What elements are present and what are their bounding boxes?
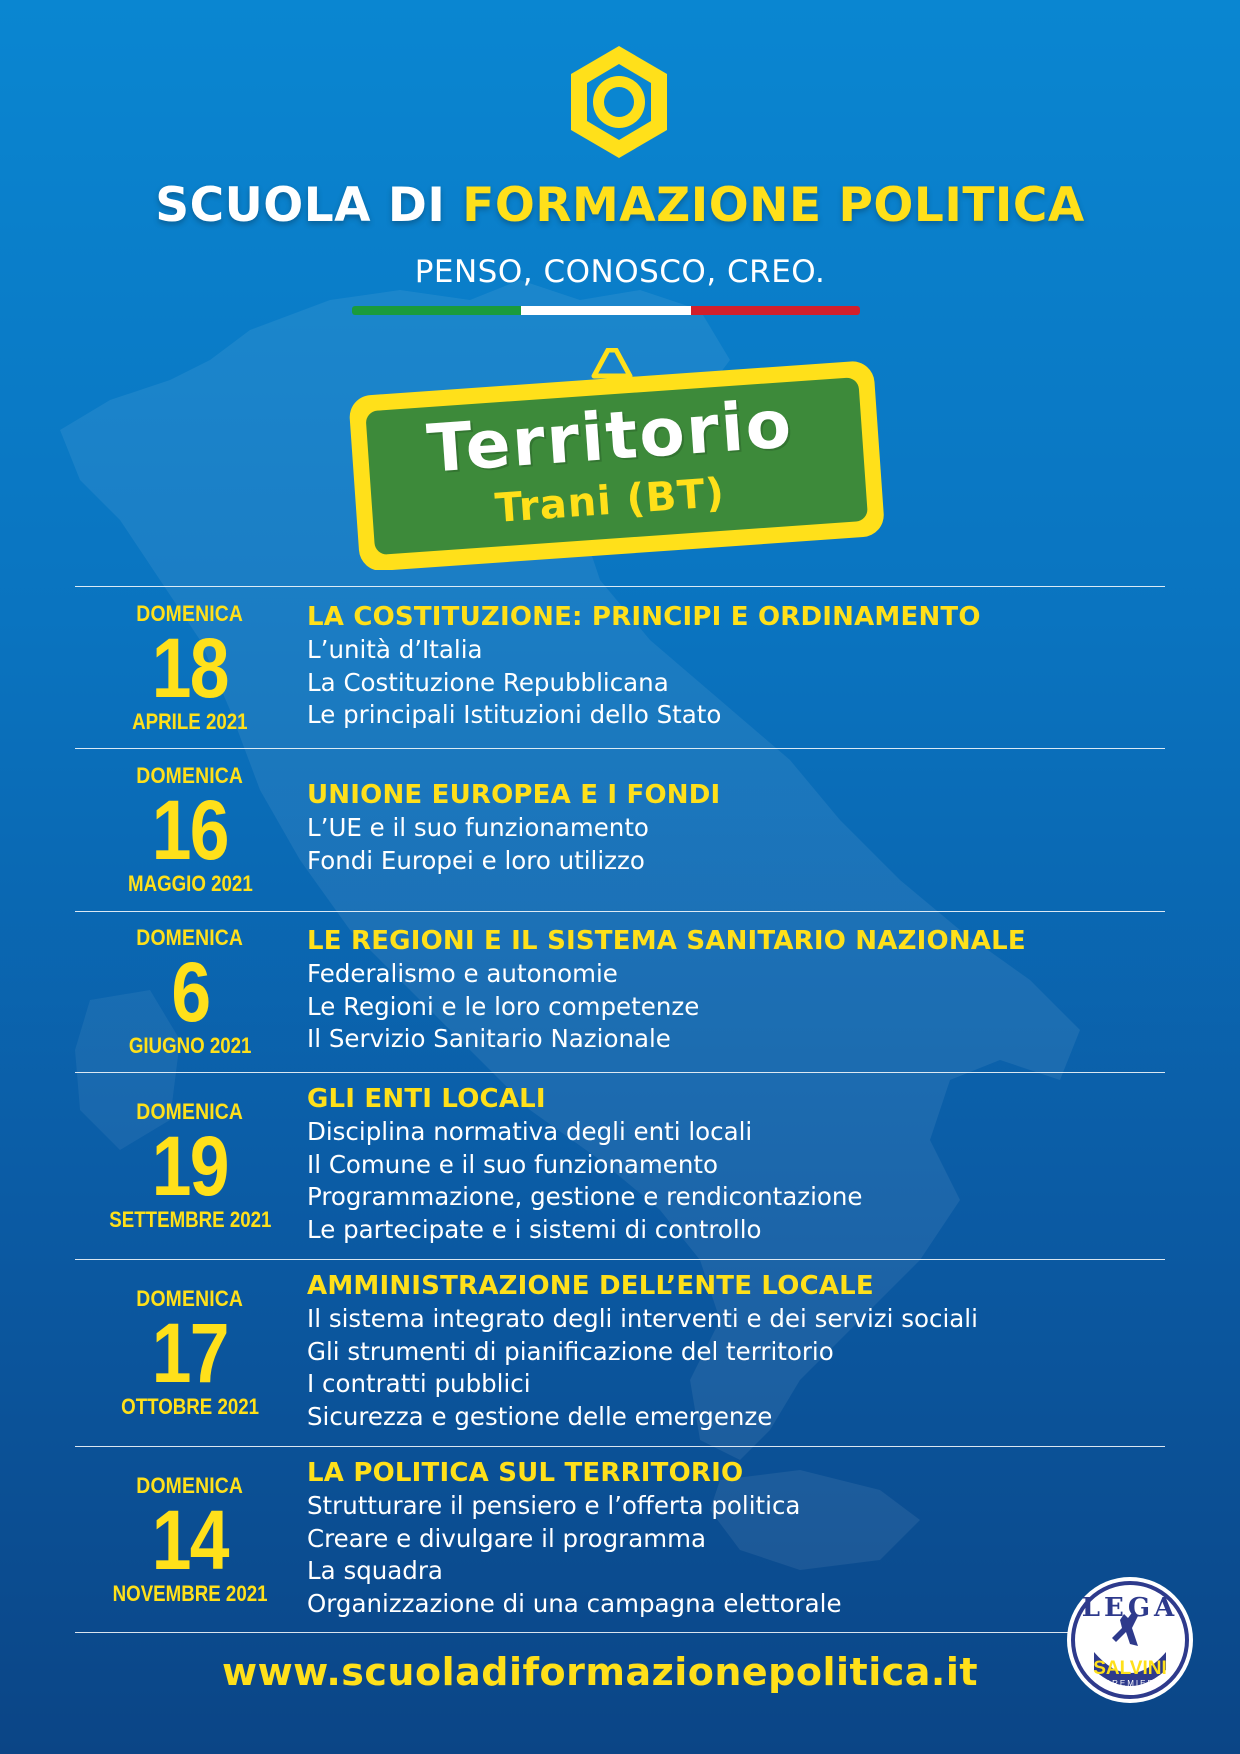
- day-number: 14: [151, 1492, 229, 1587]
- topic-block: [305, 749, 1165, 911]
- day-of-week: DOMENICA: [136, 1099, 244, 1124]
- day-number: 17: [151, 1306, 229, 1400]
- lega-salvini-badge: [1064, 1574, 1196, 1706]
- date-block: [75, 912, 305, 1072]
- day-of-week: DOMENICA: [136, 600, 244, 626]
- day-number: 16: [151, 783, 229, 877]
- topic-heading: LA COSTITUZIONE: PRINCIPI E ORDINAMENTO: [307, 602, 981, 632]
- topic-heading: UNIONE EUROPEA E I FONDI: [307, 780, 721, 810]
- topic-item: La Costituzione Repubblicana: [307, 667, 669, 697]
- date-block: [75, 749, 305, 911]
- badge-leader: SALVINI: [1093, 1658, 1167, 1679]
- topic-item: Il Comune e il suo funzionamento: [307, 1149, 718, 1179]
- day-of-week: DOMENICA: [136, 1286, 244, 1311]
- title-white-part: SCUOLA DI: [155, 178, 463, 233]
- month-year: OTTOBRE 2021: [121, 1394, 259, 1419]
- page-title: [0, 178, 1240, 233]
- topic-item: Le principali Istituzioni dello Stato: [307, 700, 722, 730]
- topic-item: Creare e divulgare il programma: [307, 1523, 706, 1553]
- flag-red: [691, 306, 860, 315]
- subtitle: PENSO, CONOSCO, CREO.: [414, 254, 826, 290]
- day-of-week: DOMENICA: [136, 763, 244, 788]
- schedule-row: [75, 1446, 1165, 1633]
- month-year: SETTEMBRE 2021: [108, 1207, 272, 1232]
- topic-block: [305, 587, 1165, 748]
- topic-heading: LE REGIONI E IL SISTEMA SANITARIO NAZIONALE: [307, 926, 1026, 956]
- date-block: [75, 1260, 305, 1446]
- topic-item: Organizzazione di una campagna elettorale: [307, 1588, 842, 1618]
- topic-item: Il sistema integrato degli interventi e dei servizi sociali: [307, 1304, 978, 1333]
- topic-item: Il Servizio Sanitario Nazionale: [307, 1024, 671, 1054]
- topic-item: Federalismo e autonomie: [307, 959, 618, 988]
- italian-flag-stripe: [352, 306, 860, 315]
- sign-location: Trani (BT): [493, 470, 727, 532]
- title-yellow-part: FORMAZIONE POLITICA: [462, 178, 1085, 233]
- topic-item: Le partecipate e i sistemi di controllo: [307, 1214, 762, 1244]
- topic-item: L’UE e il suo funzionamento: [307, 813, 649, 842]
- topic-item: L’unità d’Italia: [307, 635, 483, 664]
- topic-item: Disciplina normativa degli enti locali: [307, 1117, 753, 1146]
- schedule-row: [75, 586, 1165, 748]
- topic-item: Programmazione, gestione e rendicontazione: [307, 1182, 863, 1212]
- badge-name: LEGA: [1081, 1593, 1179, 1623]
- day-number: 18: [151, 620, 229, 715]
- day-of-week: DOMENICA: [136, 1472, 244, 1498]
- topic-item: Le Regioni e le loro competenze: [307, 991, 700, 1021]
- schedule-row: [75, 748, 1165, 911]
- topic-block: [305, 912, 1165, 1072]
- schedule-row: [75, 1072, 1165, 1259]
- topic-item: La squadra: [307, 1556, 443, 1586]
- topic-block: [305, 1447, 1165, 1632]
- topic-item: I contratti pubblici: [307, 1369, 531, 1399]
- day-of-week: DOMENICA: [136, 925, 244, 950]
- date-block: [75, 1447, 305, 1632]
- month-year: MAGGIO 2021: [127, 871, 253, 896]
- day-number: 19: [151, 1119, 229, 1213]
- school-hexagon-logo: [563, 42, 675, 162]
- sign-title: Territorio: [424, 385, 796, 488]
- month-year: GIUGNO 2021: [128, 1033, 252, 1058]
- month-year: NOVEMBRE 2021: [112, 1580, 268, 1606]
- topic-block: [305, 1260, 1165, 1446]
- day-number: 6: [170, 945, 210, 1039]
- topic-heading: AMMINISTRAZIONE DELL’ENTE LOCALE: [307, 1271, 874, 1301]
- topic-item: Gli strumenti di pianificazione del territorio: [307, 1336, 834, 1366]
- topic-item: Strutturare il pensiero e l’offerta politica: [307, 1491, 801, 1520]
- date-block: [75, 1073, 305, 1259]
- flag-green: [352, 306, 521, 315]
- topic-item: Fondi Europei e loro utilizzo: [307, 845, 645, 875]
- course-schedule: [75, 586, 1165, 1633]
- schedule-row: [75, 911, 1165, 1072]
- topic-item: Sicurezza e gestione delle emergenze: [307, 1401, 773, 1431]
- date-block: [75, 587, 305, 748]
- month-year: APRILE 2021: [132, 708, 248, 734]
- badge-role: PREMIER: [1104, 1679, 1156, 1688]
- topic-heading: GLI ENTI LOCALI: [307, 1084, 546, 1114]
- schedule-row: [75, 1259, 1165, 1446]
- topic-block: [305, 1073, 1165, 1259]
- website-link[interactable]: www.scuoladiformazionepolitica.it: [221, 1650, 979, 1694]
- topic-heading: LA POLITICA SUL TERRITORIO: [307, 1458, 744, 1488]
- flag-white: [521, 306, 690, 315]
